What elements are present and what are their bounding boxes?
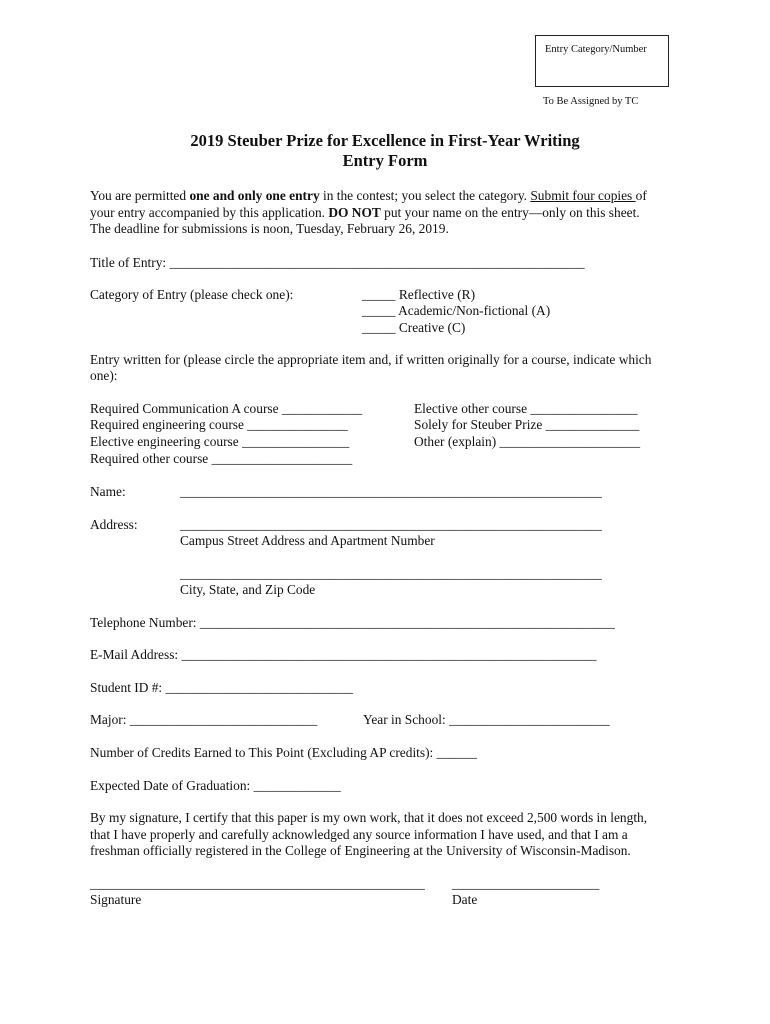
written-for-line-1: Entry written for (please circle the appropriate item and, if written originally for a course, indicate which bbox=[90, 352, 652, 367]
category-label: Category of Entry (please check one): bbox=[90, 287, 294, 302]
telephone-field[interactable]: Telephone Number: ______________________________________________________________ bbox=[90, 615, 615, 630]
intro-text: in the contest; you select the category. bbox=[319, 188, 531, 203]
intro-underlined: Submit four copies bbox=[530, 188, 636, 203]
entry-category-label: Entry Category/Number bbox=[545, 44, 647, 55]
course-option-other-explain[interactable]: Other (explain) _____________________ bbox=[414, 434, 641, 449]
certify-line-3: freshman officially registered in the College of Engineering at the University of Wisconsin-Madison. bbox=[90, 843, 631, 858]
date-field[interactable]: ______________________ bbox=[452, 876, 600, 891]
form-subtitle: Entry Form bbox=[342, 151, 428, 170]
student-id-field[interactable]: Student ID #: ____________________________ bbox=[90, 680, 353, 695]
certify-line-1: By my signature, I certify that this paper is my own work, that it does not exceed 2,500 words in length, bbox=[90, 810, 648, 825]
intro-text: your entry accompanied by this application. bbox=[90, 205, 329, 220]
street-address-field[interactable]: _______________________________________________________________ bbox=[180, 517, 602, 532]
intro-bold: DO NOT bbox=[328, 205, 381, 220]
category-option-reflective[interactable]: _____ Reflective (R) bbox=[362, 287, 476, 302]
written-for-line-2: one): bbox=[90, 368, 118, 383]
intro-text: put your name on the entry—only on this sheet. bbox=[380, 205, 640, 220]
signature-field[interactable]: __________________________________________________ bbox=[90, 876, 425, 891]
date-label: Date bbox=[452, 892, 478, 907]
graduation-date-field[interactable]: Expected Date of Graduation: _____________ bbox=[90, 778, 341, 793]
email-field[interactable]: E-Mail Address: ______________________________________________________________ bbox=[90, 647, 597, 662]
intro-bold: one and only one entry bbox=[189, 188, 320, 203]
intro-line-2 bbox=[90, 205, 640, 222]
intro-text: You are permitted bbox=[90, 188, 190, 203]
course-option-required-engineering[interactable]: Required engineering course _______________ bbox=[90, 417, 348, 432]
major-field[interactable]: Major: ____________________________ bbox=[90, 712, 318, 727]
street-address-caption: Campus Street Address and Apartment Number bbox=[180, 533, 435, 548]
signature-label: Signature bbox=[90, 892, 142, 907]
intro-text: of bbox=[635, 188, 647, 203]
address-label: Address: bbox=[90, 517, 138, 532]
course-option-elective-other[interactable]: Elective other course ________________ bbox=[414, 401, 638, 416]
assigned-by-note: To Be Assigned by TC bbox=[543, 96, 639, 107]
course-option-steuber-only[interactable]: Solely for Steuber Prize ______________ bbox=[414, 417, 640, 432]
form-title: 2019 Steuber Prize for Excellence in First-Year Writing bbox=[190, 131, 580, 150]
name-label: Name: bbox=[90, 484, 126, 499]
category-option-academic[interactable]: _____ Academic/Non-fictional (A) bbox=[362, 303, 551, 318]
category-option-creative[interactable]: _____ Creative (C) bbox=[362, 320, 466, 335]
course-option-elective-engineering[interactable]: Elective engineering course ________________ bbox=[90, 434, 350, 449]
course-option-required-comm-a[interactable]: Required Communication A course ____________ bbox=[90, 401, 363, 416]
intro-line-1 bbox=[90, 188, 647, 205]
year-in-school-field[interactable]: Year in School: ________________________ bbox=[363, 712, 610, 727]
course-option-required-other[interactable]: Required other course _____________________ bbox=[90, 451, 353, 466]
name-field[interactable]: _______________________________________________________________ bbox=[180, 484, 602, 499]
credits-field[interactable]: Number of Credits Earned to This Point (Excluding AP credits): ______ bbox=[90, 745, 477, 760]
intro-line-3: The deadline for submissions is noon, Tuesday, February 26, 2019. bbox=[90, 221, 449, 236]
title-of-entry-field[interactable]: Title of Entry: ______________________________________________________________ bbox=[90, 255, 585, 270]
city-state-zip-field[interactable]: _______________________________________________________________ bbox=[180, 566, 602, 581]
certify-line-2: that I have properly and carefully acknowledged any source information I have used, and that I am a bbox=[90, 827, 628, 842]
entry-category-box bbox=[535, 35, 669, 87]
city-state-zip-caption: City, State, and Zip Code bbox=[180, 582, 316, 597]
